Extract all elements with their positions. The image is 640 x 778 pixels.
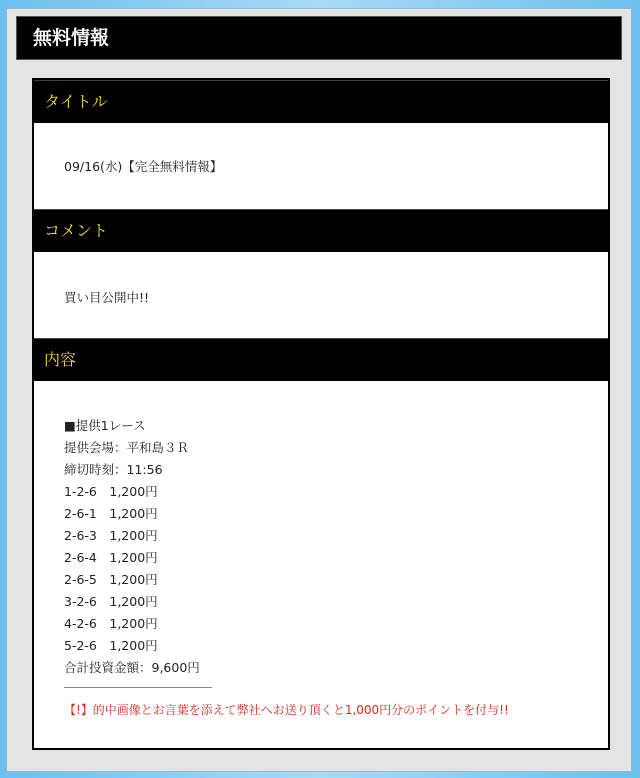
content-line: 4-2-6 1,200円 [64, 616, 158, 631]
section-content-body [34, 381, 608, 720]
divider [64, 687, 212, 688]
content-line: 締切時刻：11:56 [64, 462, 163, 477]
content-line: 提供会場：平和島３Ｒ [64, 440, 190, 455]
section-comment-body [34, 252, 608, 338]
main-frame [6, 8, 632, 772]
notice-text: 【!】的中画像とお言葉を添えて弊社へお送り頂くと1,000円分のポイントを付与!! [64, 703, 509, 717]
section-comment-header: コメント [34, 209, 608, 252]
content-line: 合計投資金額：9,600円 [64, 660, 200, 675]
content-line: 2-6-4 1,200円 [64, 550, 158, 565]
section-title-header: タイトル [34, 80, 608, 123]
section-content-header: 内容 [34, 338, 608, 381]
section-title-body [34, 123, 608, 209]
content-line: 2-6-1 1,200円 [64, 506, 158, 521]
comment-text: 買い目公開中!! [64, 290, 150, 305]
content-line: 3-2-6 1,200円 [64, 594, 158, 609]
content-line: 5-2-6 1,200円 [64, 638, 158, 653]
info-title-text: 09/16(水)【完全無料情報】 [64, 159, 223, 174]
content-line: 2-6-5 1,200円 [64, 572, 158, 587]
content-line: 1-2-6 1,200円 [64, 484, 158, 499]
content-line: 2-6-3 1,200円 [64, 528, 158, 543]
content-line: ■提供1レース [64, 418, 146, 433]
free-info-panel [32, 78, 610, 750]
page-title: 無料情報 [16, 16, 622, 60]
